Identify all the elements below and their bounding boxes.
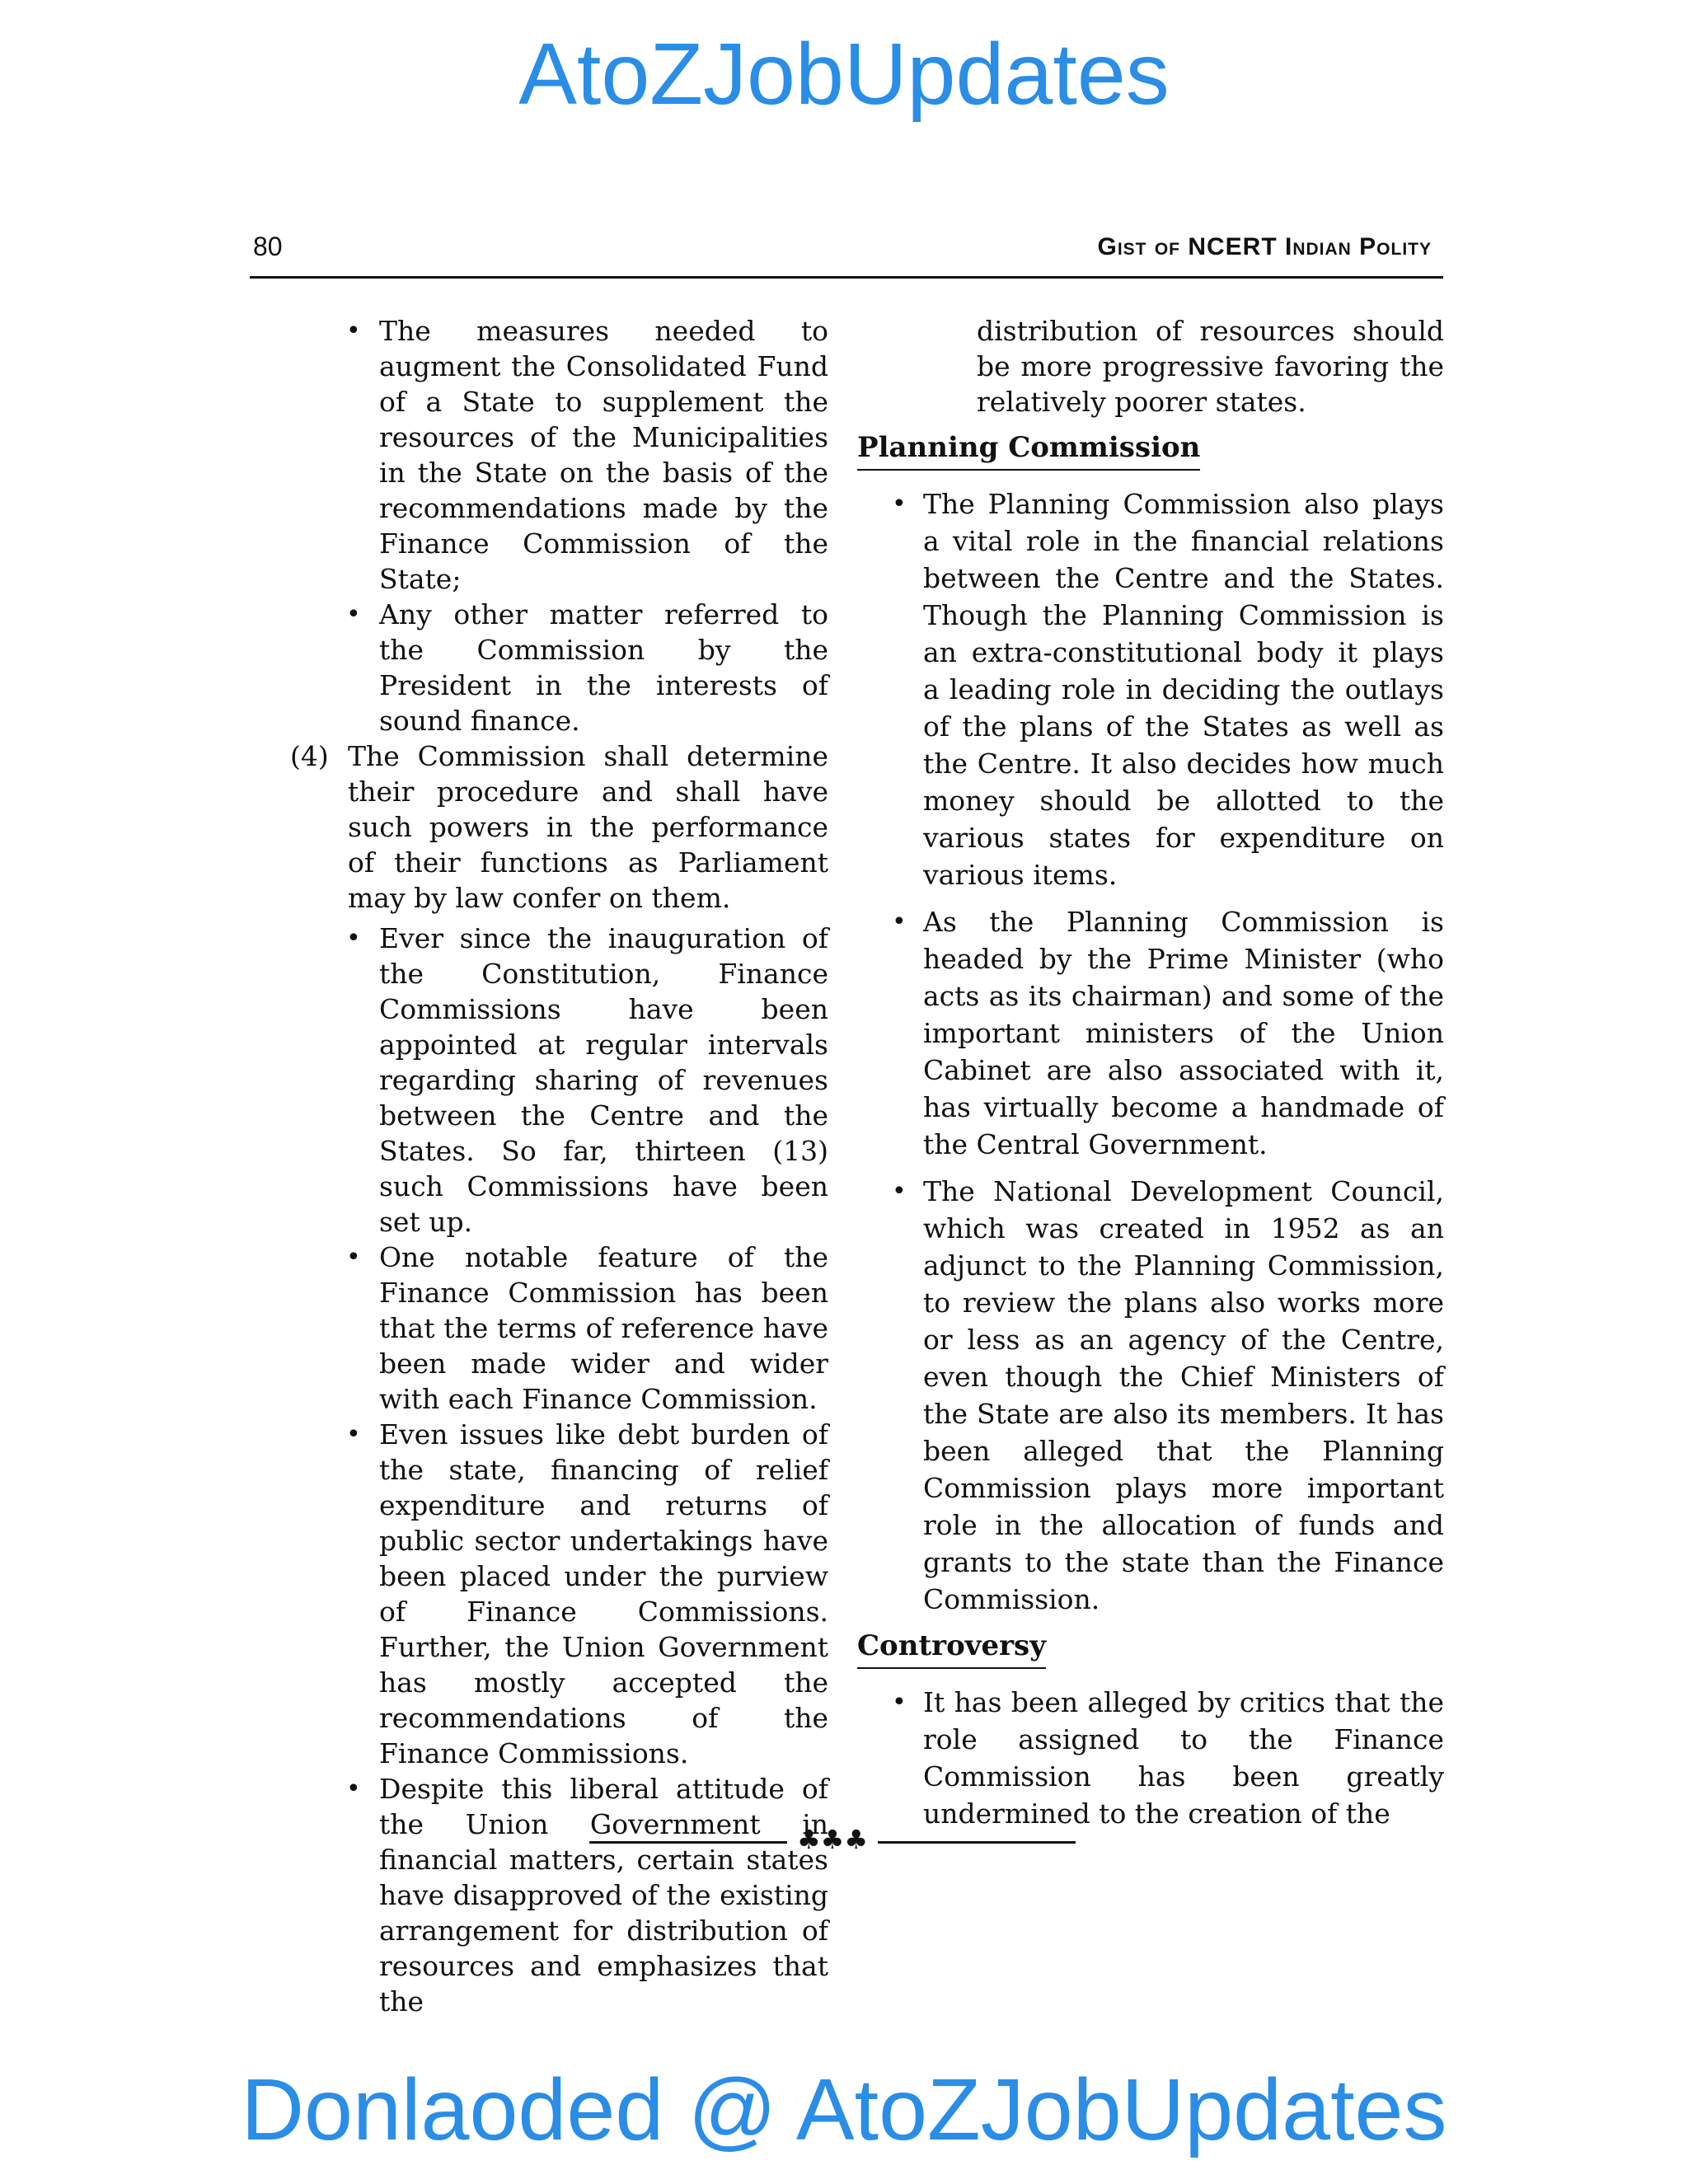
clubs-icon: ♣♣♣ — [796, 1824, 869, 1855]
clause-text: The Commission shall determine their procedure and shall have such powers in the performance of their functions as Parliament may by law confer on them. — [348, 740, 828, 914]
clause-4 — [280, 738, 828, 916]
section-heading-controversy: Controversy — [857, 1628, 1046, 1669]
running-head — [250, 227, 1443, 279]
section-end-ornament — [589, 1825, 1076, 1858]
watermark-bottom: Donlaoded @ AtoZJobUpdates — [241, 2061, 1447, 2158]
page-number: 80 — [253, 232, 283, 261]
list-item: • As the Planning Commission is headed by the Prime Minister (who acts as its chairman) and some of the important ministers of the Union Cabinet are also associated with it, has virtually become a handmade of the Central Government. — [857, 903, 1444, 1163]
list-item: • It has been alleged by critics that the role assigned to the Finance Commission has been greatly undermined to the creation of the — [857, 1684, 1444, 1832]
bullet-list — [857, 1684, 1444, 1832]
list-item: • Ever since the inauguration of the Constitution, Finance Commissions have been appointed at regular intervals regarding sharing of revenues between the Centre and the States. So far, thirteen (13) such Commissions have been set up. — [280, 921, 828, 1240]
list-item: • Despite this liberal attitude of the Union Government in financial matters, certain states have disapproved of the existing arrangement for distribution of resources and emphasizes that the — [280, 1771, 828, 2019]
watermark-top: AtoZJobUpdates — [518, 26, 1170, 123]
bullet-list — [857, 485, 1444, 1618]
clause-number: (4) — [290, 740, 329, 772]
running-title: Gist of NCERT Indian Polity — [1097, 233, 1432, 260]
ornament-rule-right — [878, 1841, 1076, 1844]
list-item: • The Planning Commission also plays a vital role in the financial relations between the Centre and the States. Though the Planning Commission is an extra-constitutional body it plays a leading role in deciding the outlays of the plans of the States as well as the Centre. It also decides how much money should be allotted to the various states for expenditure on various items. — [857, 485, 1444, 893]
list-item: • Even issues like debt burden of the state, financing of relief expenditure and returns of public sector undertakings have been placed under the purview of Finance Commissions. Further, the Union Government has mostly accepted the recommendations of the Finance Commissions. — [280, 1417, 828, 1771]
left-column — [280, 313, 828, 2019]
right-column — [857, 313, 1444, 1842]
continued-paragraph: distribution of resources should be more progressive favoring the relatively poorer states. — [977, 315, 1444, 418]
list-item: • The National Development Council, which was created in 1952 as an adjunct to the Planning Commission, to review the plans also works more or less as an agency of the Centre, even though the Chief Ministers of the State are also its members. It has been alleged that the Planning Commission plays more important role in the allocation of funds and grants to the state than the Finance Commission. — [857, 1173, 1444, 1618]
bullet-list — [280, 313, 828, 738]
list-item: • Any other matter referred to the Commission by the President in the interests of sound finance. — [280, 597, 828, 738]
section-heading-planning-commission: Planning Commission — [857, 429, 1200, 471]
list-item: • One notable feature of the Finance Commission has been that the terms of reference have been made wider and wider with each Finance Commission. — [280, 1240, 828, 1417]
list-item: • The measures needed to augment the Consolidated Fund of a State to supplement the resources of the Municipalities in the State on the basis of the recommendations made by the Finance Commission of the State; — [280, 313, 828, 597]
